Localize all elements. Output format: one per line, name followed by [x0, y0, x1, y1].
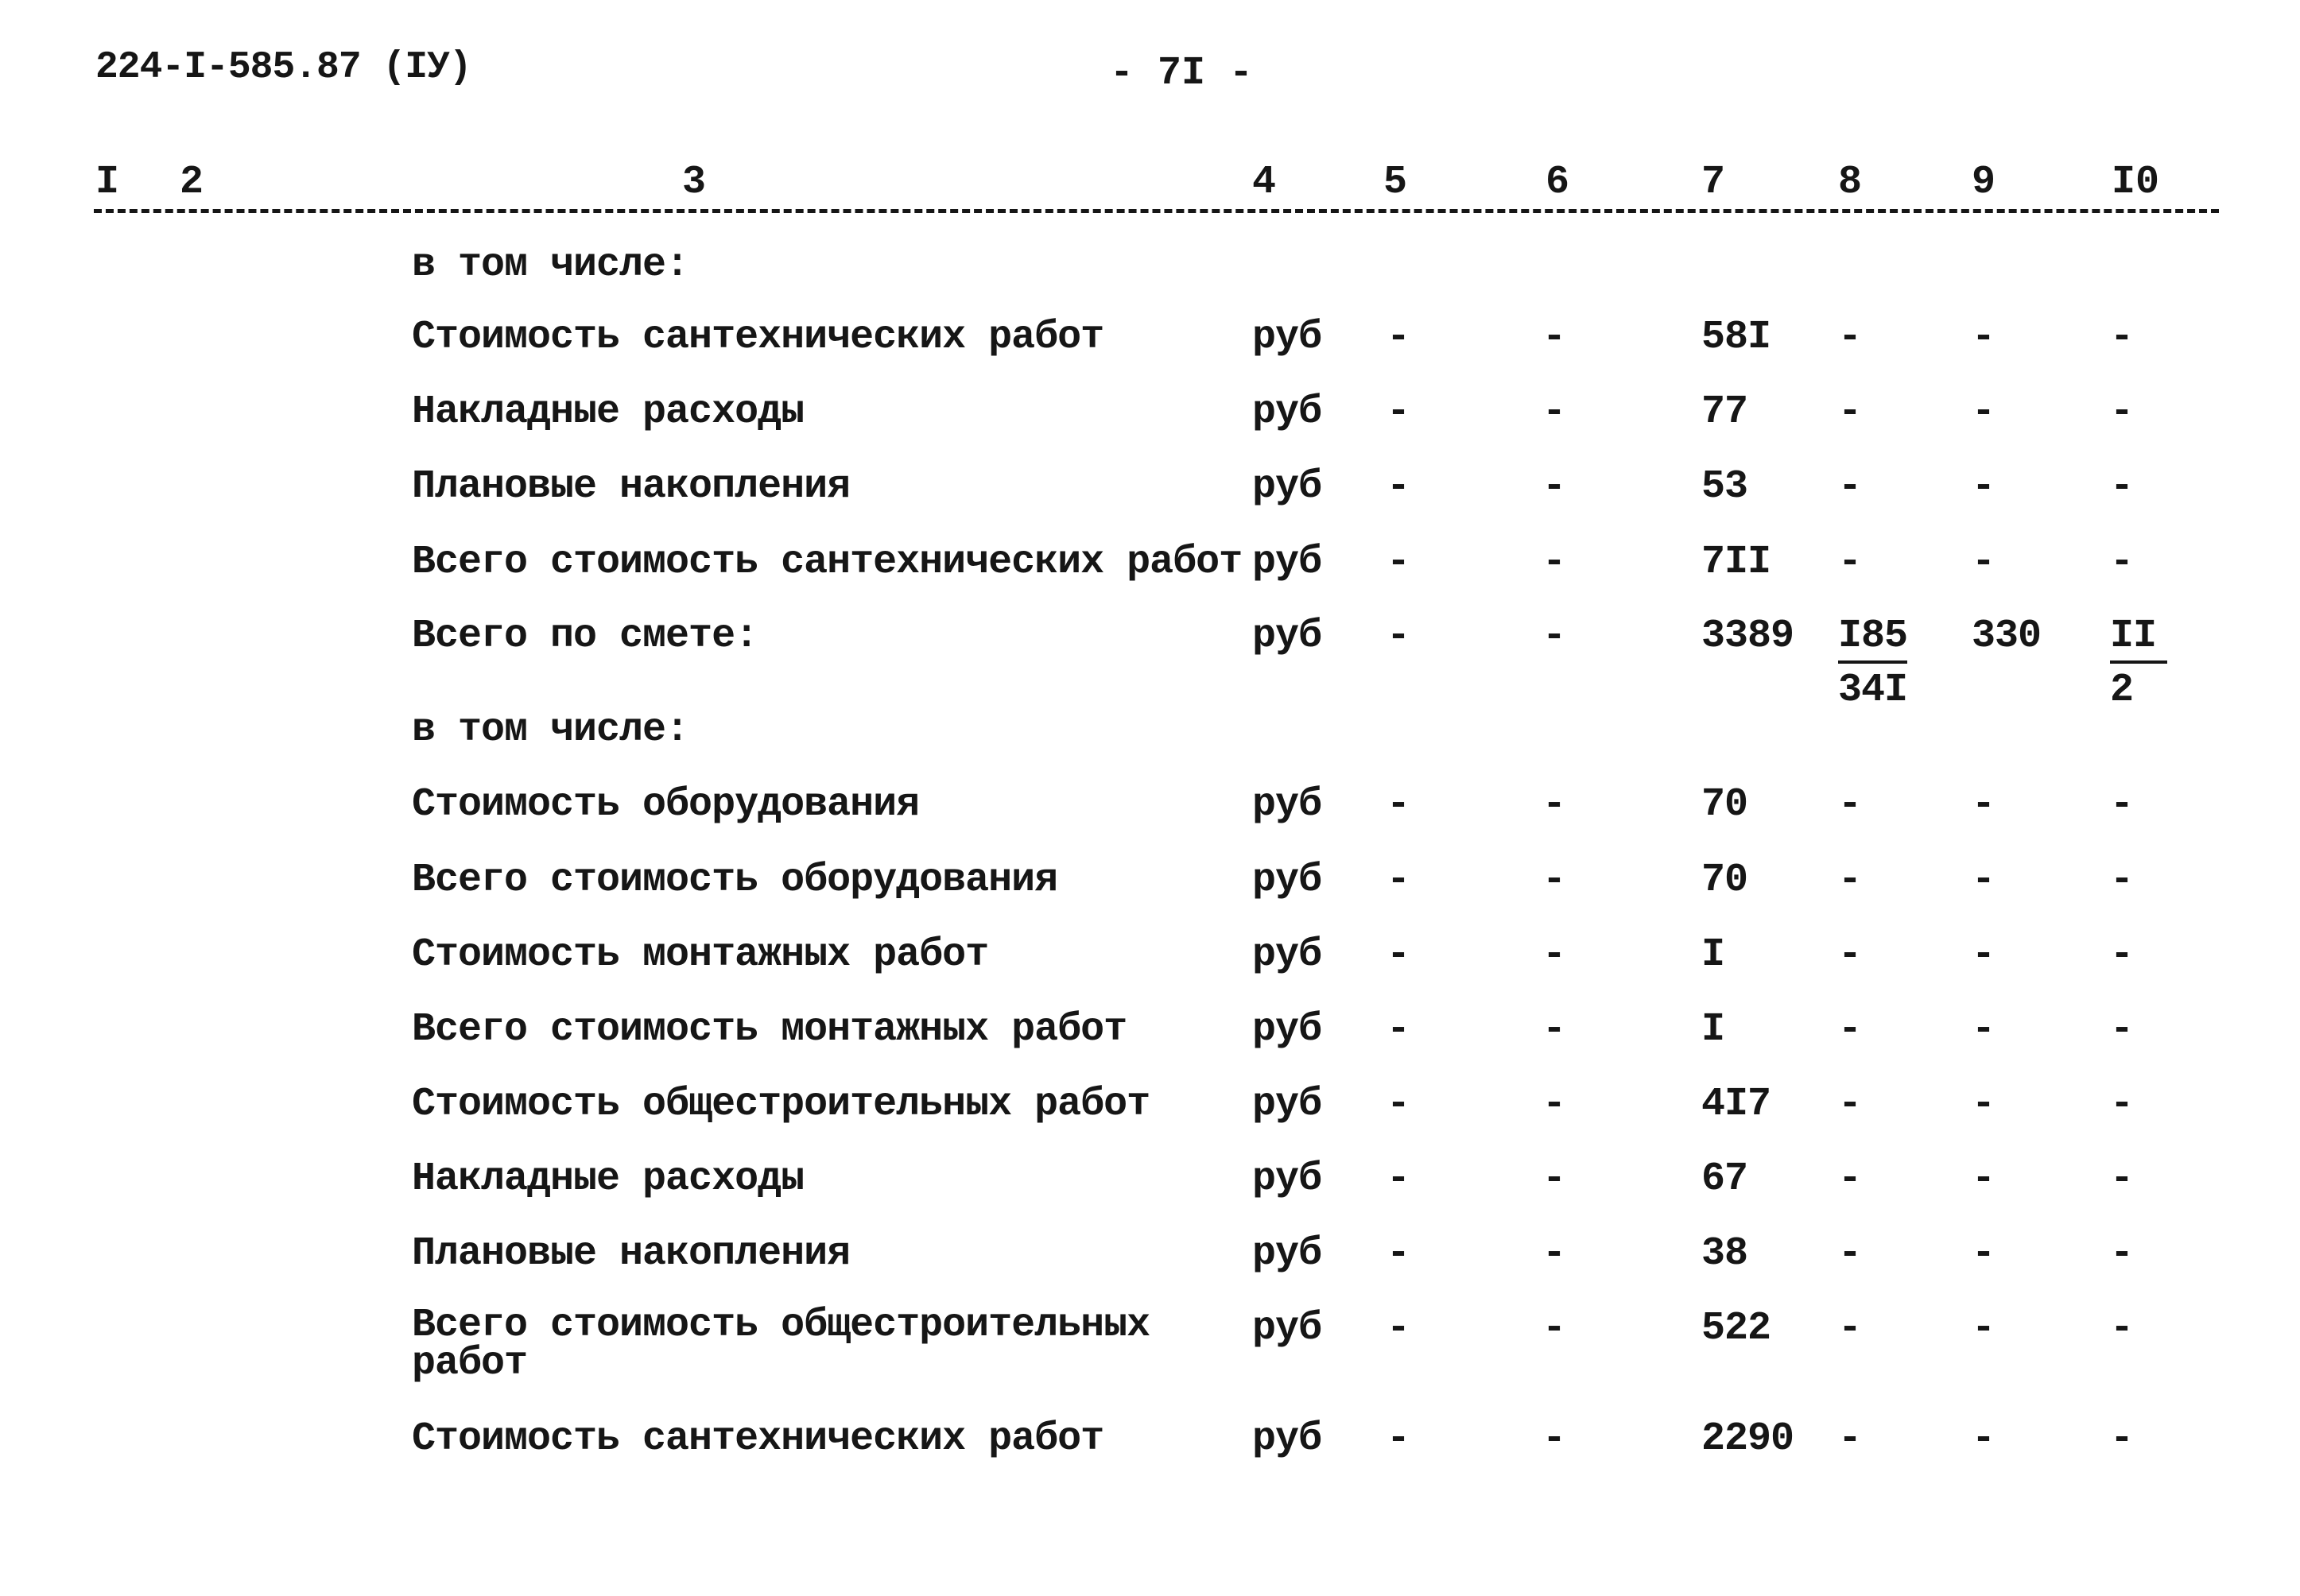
col6-value: -	[1542, 614, 1566, 659]
col5-value: -	[1387, 1231, 1410, 1276]
row-label: Всего стоимость оборудования	[412, 858, 1058, 903]
row-label: Всего стоимость сантехнических работ	[412, 540, 1243, 585]
col7-value: 7II	[1701, 540, 1771, 585]
row-unit: руб	[1252, 1306, 1322, 1351]
col10-value: -	[2110, 464, 2134, 509]
col8-value: -	[1838, 1306, 1862, 1351]
table-row	[0, 1303, 2300, 1394]
col7-value: 4I7	[1701, 1082, 1771, 1127]
col6-value: -	[1542, 1082, 1566, 1127]
col10-value: -	[2110, 1231, 2134, 1276]
col7-value: 3389	[1701, 614, 1794, 659]
col6-value: -	[1542, 858, 1566, 903]
col7-value: I	[1701, 932, 1725, 978]
row-label: Плановые накопления	[412, 1231, 851, 1276]
table-row	[0, 243, 2300, 291]
table-row-total	[0, 614, 2300, 718]
col8-value: -	[1838, 464, 1862, 509]
col9-value: -	[1972, 1306, 1996, 1351]
column-number-10: I0	[2112, 160, 2160, 205]
table-row	[0, 1232, 2300, 1280]
col10-value: -	[2110, 1007, 2134, 1052]
col7-value: 53	[1701, 464, 1748, 509]
table-row	[0, 1417, 2300, 1465]
col8-fraction	[1838, 614, 1907, 713]
row-label: Стоимость оборудования	[412, 782, 920, 827]
col10-value: -	[2110, 1082, 2134, 1127]
col6-value: -	[1542, 315, 1566, 360]
column-number-2: 2	[180, 160, 204, 205]
col5-value: -	[1387, 1156, 1410, 1202]
col5-value: -	[1387, 1306, 1410, 1351]
col6-value: -	[1542, 540, 1566, 585]
col8-value: -	[1838, 1007, 1862, 1052]
table-row	[0, 708, 2300, 756]
col9-value: -	[1972, 389, 1996, 435]
col9-value: -	[1972, 782, 1996, 827]
col8-value: -	[1838, 782, 1862, 827]
row-label: в том числе:	[412, 707, 689, 753]
column-number-1: I	[95, 160, 120, 205]
column-number-9: 9	[1972, 160, 1996, 205]
col7-value: 2290	[1701, 1416, 1794, 1462]
col7-value: 522	[1701, 1306, 1771, 1351]
col8-value: -	[1838, 1416, 1862, 1462]
table-row	[0, 783, 2300, 831]
col6-value: -	[1542, 1156, 1566, 1202]
row-label: в том числе:	[412, 242, 689, 288]
col5-value: -	[1387, 464, 1410, 509]
col10-fraction	[2110, 614, 2167, 713]
col6-value: -	[1542, 782, 1566, 827]
col5-value: -	[1387, 1007, 1410, 1052]
row-label: Всего по смете:	[412, 614, 758, 659]
row-unit: руб	[1252, 1007, 1322, 1052]
table-row	[0, 858, 2300, 906]
col7-value: I	[1701, 1007, 1725, 1052]
table-row	[0, 465, 2300, 513]
table-row	[0, 1008, 2300, 1056]
row-label: Накладные расходы	[412, 1156, 805, 1202]
col6-value: -	[1542, 1231, 1566, 1276]
col8-value: -	[1838, 389, 1862, 435]
col7-value: 77	[1701, 389, 1748, 435]
col5-value: -	[1387, 389, 1410, 435]
col9-value: 330	[1972, 614, 2042, 659]
row-unit: руб	[1252, 1082, 1322, 1127]
page-number: - 7I -	[1110, 51, 1254, 96]
col7-value: 70	[1701, 858, 1748, 903]
row-unit: руб	[1252, 389, 1322, 435]
row-unit: руб	[1252, 782, 1322, 827]
row-label: Стоимость монтажных работ	[412, 932, 989, 978]
col9-value: -	[1972, 464, 1996, 509]
col10-value: -	[2110, 1416, 2134, 1462]
col6-value: -	[1542, 932, 1566, 978]
col9-value: -	[1972, 1007, 1996, 1052]
col8-value: -	[1838, 858, 1862, 903]
col7-value: 58I	[1701, 315, 1771, 360]
col6-value: -	[1542, 389, 1566, 435]
col10-value: -	[2110, 932, 2134, 978]
column-number-8: 8	[1838, 160, 1863, 205]
col5-value: -	[1387, 315, 1410, 360]
col8-value: -	[1838, 540, 1862, 585]
col9-value: -	[1972, 1082, 1996, 1127]
col5-value: -	[1387, 540, 1410, 585]
col8-value: -	[1838, 1231, 1862, 1276]
col8-value: -	[1838, 932, 1862, 978]
col8-numerator: I85	[1838, 614, 1907, 664]
row-label: Стоимость общестроительных работ	[412, 1082, 1150, 1127]
row-label: Стоимость сантехнических работ	[412, 1416, 1104, 1462]
table-row	[0, 540, 2300, 588]
table-row	[0, 316, 2300, 363]
col5-value: -	[1387, 614, 1410, 659]
col6-value: -	[1542, 1416, 1566, 1462]
row-unit: руб	[1252, 1156, 1322, 1202]
row-label: Накладные расходы	[412, 389, 805, 435]
col9-value: -	[1972, 540, 1996, 585]
row-unit: руб	[1252, 464, 1322, 509]
col8-value: -	[1838, 315, 1862, 360]
row-unit: руб	[1252, 858, 1322, 903]
col6-value: -	[1542, 464, 1566, 509]
row-label: Всего стоимость монтажных работ	[412, 1007, 1127, 1052]
column-number-5: 5	[1383, 160, 1408, 205]
col5-value: -	[1387, 1416, 1410, 1462]
column-number-4: 4	[1252, 160, 1277, 205]
col10-value: -	[2110, 315, 2134, 360]
row-unit: руб	[1252, 1416, 1322, 1462]
col5-value: -	[1387, 858, 1410, 903]
row-label: Всего стоимость общестроительных работ	[412, 1303, 1150, 1386]
col9-value: -	[1972, 1416, 1996, 1462]
column-number-7: 7	[1701, 160, 1726, 205]
table-row	[0, 1083, 2300, 1130]
column-number-6: 6	[1546, 160, 1570, 205]
col7-value: 70	[1701, 782, 1748, 827]
col8-denominator: 34I	[1838, 668, 1908, 713]
row-unit: руб	[1252, 932, 1322, 978]
col7-value: 38	[1701, 1231, 1748, 1276]
table-row	[0, 933, 2300, 981]
row-label: Стоимость сантехнических работ	[412, 315, 1104, 360]
col9-value: -	[1972, 858, 1996, 903]
row-unit: руб	[1252, 315, 1322, 360]
col9-value: -	[1972, 932, 1996, 978]
row-label: Плановые накопления	[412, 464, 851, 509]
col9-value: -	[1972, 1231, 1996, 1276]
document-code: 224-I-585.87 (IУ)	[95, 46, 471, 89]
col5-value: -	[1387, 1082, 1410, 1127]
col10-value: -	[2110, 1156, 2134, 1202]
col9-value: -	[1972, 1156, 1996, 1202]
col5-value: -	[1387, 782, 1410, 827]
column-number-3: 3	[682, 160, 707, 205]
col6-value: -	[1542, 1007, 1566, 1052]
col7-value: 67	[1701, 1156, 1748, 1202]
row-unit: руб	[1252, 614, 1322, 659]
col6-value: -	[1542, 1306, 1566, 1351]
table-row	[0, 390, 2300, 438]
col10-value: -	[2110, 540, 2134, 585]
col10-numerator: II	[2110, 614, 2167, 664]
table-row	[0, 1157, 2300, 1205]
col8-value: -	[1838, 1082, 1862, 1127]
col9-value: -	[1972, 315, 1996, 360]
col10-value: -	[2110, 782, 2134, 827]
col10-value: -	[2110, 389, 2134, 435]
col8-value: -	[1838, 1156, 1862, 1202]
col10-denominator: 2	[2110, 668, 2134, 713]
col10-value: -	[2110, 858, 2134, 903]
row-unit: руб	[1252, 1231, 1322, 1276]
col10-value: -	[2110, 1306, 2134, 1351]
row-unit: руб	[1252, 540, 1322, 585]
col5-value: -	[1387, 932, 1410, 978]
